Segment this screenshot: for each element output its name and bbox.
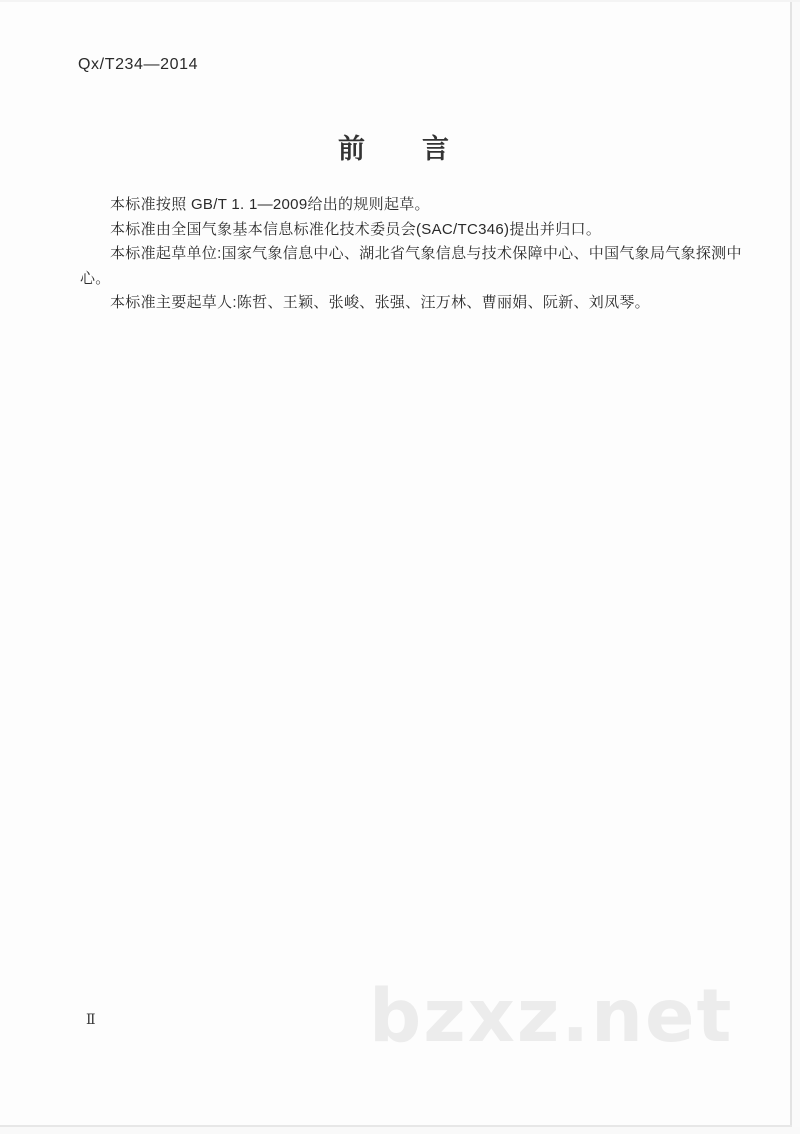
standard-code-header: Qx/T234—2014 — [78, 56, 199, 73]
foreword-paragraph-drafting-organizations: 本标准起草单位:国家气象信息中心、湖北省气象信息与技术保障中心、中国气象局气象探测中心。 — [80, 245, 742, 287]
foreword-paragraph-main-drafters: 本标准主要起草人:陈哲、王颖、张峻、张强、汪万林、曹丽娟、阮新、刘凤琴。 — [110, 294, 650, 311]
page-edge-top-line — [0, 0, 800, 2]
page-edge-right-strip — [792, 0, 800, 1134]
foreword-paragraph-proposed-by: 本标准由全国气象基本信息标准化技术委员会(SAC/TC346)提出并归口。 — [110, 220, 602, 238]
page-number: Ⅱ — [86, 1012, 96, 1028]
page-edge-bottom-strip — [0, 1127, 800, 1134]
bzxz-watermark: bzxz.net — [369, 974, 734, 1059]
page-edge-bottom-line — [0, 1125, 792, 1127]
foreword-title: 前 言 — [338, 134, 450, 164]
foreword-paragraph-drafting-rules: 本标准按照 GB/T 1. 1—2009给出的规则起草。 — [110, 196, 430, 213]
page-edge-right-line — [790, 0, 792, 1127]
foreword-body — [80, 193, 742, 316]
